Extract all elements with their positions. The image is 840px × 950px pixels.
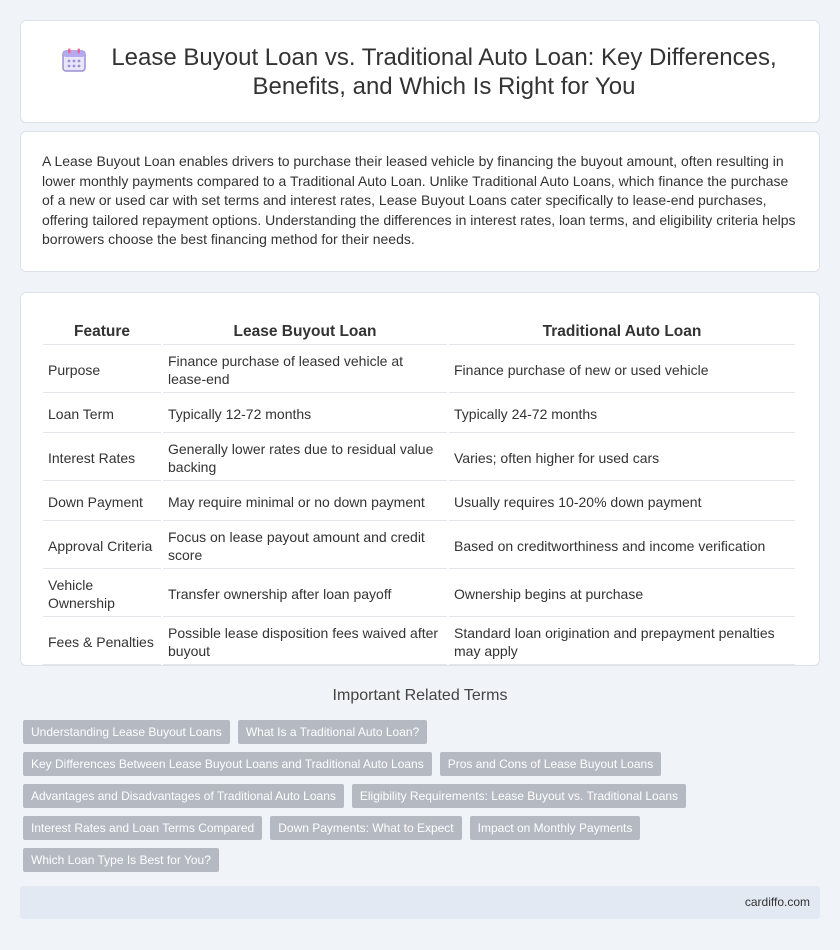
tag-row [23, 816, 813, 840]
header-lease-buyout-loan: Lease Buyout Loan [163, 315, 447, 345]
table-row [43, 435, 795, 481]
table-row [43, 619, 795, 665]
related-term-tag[interactable]: Key Differences Between Lease Buyout Loans and Traditional Auto Loans [23, 752, 432, 776]
related-term-tag[interactable]: Down Payments: What to Expect [270, 816, 461, 840]
page-title: Lease Buyout Loan vs. Traditional Auto Loan: Key Differences, Benefits, and Which Is Right for You [111, 43, 777, 100]
table-row [43, 571, 795, 617]
feature-cell: Interest Rates [43, 435, 161, 481]
footer [20, 886, 820, 919]
related-term-tag[interactable]: Pros and Cons of Lease Buyout Loans [440, 752, 661, 776]
traditional-cell: Standard loan origination and prepayment penalties may apply [449, 619, 795, 665]
feature-cell: Purpose [43, 347, 161, 393]
table-row [43, 483, 795, 521]
traditional-cell: Varies; often higher for used cars [449, 435, 795, 481]
footer-site-link[interactable]: cardiffo.com [744, 895, 810, 909]
related-terms-list [23, 720, 813, 880]
feature-cell: Down Payment [43, 483, 161, 521]
header-feature: Feature [43, 315, 161, 345]
header-traditional-auto-loan: Traditional Auto Loan [449, 315, 795, 345]
related-term-tag[interactable]: Eligibility Requirements: Lease Buyout vs. Traditional Loans [352, 784, 686, 808]
feature-cell: Vehicle Ownership [43, 571, 161, 617]
lease-buyout-cell: Possible lease disposition fees waived after buyout [163, 619, 447, 665]
lease-buyout-cell: Focus on lease payout amount and credit score [163, 523, 447, 569]
feature-cell: Fees & Penalties [43, 619, 161, 665]
intro-paragraph: A Lease Buyout Loan enables drivers to purchase their leased vehicle by financing the buyout amount, often resulting in lower monthly payments compared to a Traditional Auto Loan. Unlike Traditional Auto Loans, which finance the purchase of a new or used car with set terms and interest rates, Lease Buyout Loans cater specifically to lease-end purchases, offering tailored repayment options. Understanding the differences in interest rates, loan terms, and eligibility criteria helps borrowers choose the best financing method for their needs. [42, 153, 796, 248]
traditional-cell: Ownership begins at purchase [449, 571, 795, 617]
tag-row [23, 720, 813, 744]
table-row [43, 347, 795, 393]
related-term-tag[interactable]: Which Loan Type Is Best for You? [23, 848, 219, 872]
title-card [20, 20, 820, 123]
title-wrap [61, 43, 779, 101]
tag-row [23, 784, 813, 808]
table-row [43, 395, 795, 433]
related-term-tag[interactable]: Interest Rates and Loan Terms Compared [23, 816, 262, 840]
traditional-cell: Usually requires 10-20% down payment [449, 483, 795, 521]
feature-cell: Loan Term [43, 395, 161, 433]
related-term-tag[interactable]: Impact on Monthly Payments [470, 816, 641, 840]
related-term-tag[interactable]: Advantages and Disadvantages of Traditional Auto Loans [23, 784, 344, 808]
lease-buyout-cell: Transfer ownership after loan payoff [163, 571, 447, 617]
lease-buyout-cell: May require minimal or no down payment [163, 483, 447, 521]
traditional-cell: Typically 24-72 months [449, 395, 795, 433]
related-term-tag[interactable]: Understanding Lease Buyout Loans [23, 720, 230, 744]
table-header-row [43, 315, 795, 345]
related-terms-heading: Important Related Terms [332, 687, 508, 704]
traditional-cell: Finance purchase of new or used vehicle [449, 347, 795, 393]
comparison-card [20, 292, 820, 666]
related-term-tag[interactable]: What Is a Traditional Auto Loan? [238, 720, 427, 744]
tag-row [23, 848, 813, 872]
tag-row [23, 752, 813, 776]
lease-buyout-cell: Generally lower rates due to residual value backing [163, 435, 447, 481]
intro-card [20, 131, 820, 272]
feature-cell: Approval Criteria [43, 523, 161, 569]
lease-buyout-cell: Typically 12-72 months [163, 395, 447, 433]
comparison-table [41, 313, 797, 667]
traditional-cell: Based on creditworthiness and income verification [449, 523, 795, 569]
table-row [43, 523, 795, 569]
lease-buyout-cell: Finance purchase of leased vehicle at lease-end [163, 347, 447, 393]
calendar-icon [61, 47, 87, 73]
